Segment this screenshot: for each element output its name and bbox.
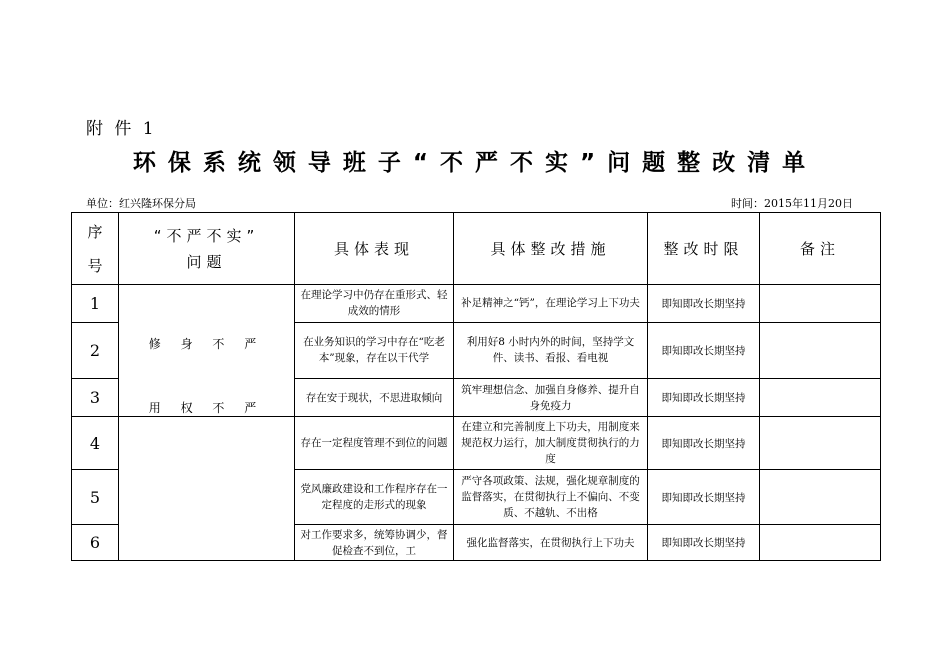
row-number: 4	[72, 417, 119, 470]
date-label: 时间：2015年11月20日	[731, 197, 853, 210]
deadline-cell: 即知即改长期坚持	[648, 379, 760, 417]
header-seq-line2: 号	[87, 256, 103, 275]
header-seq-line1: 序	[87, 222, 103, 241]
table-header-row	[72, 213, 881, 285]
header-measures: 具体整改措施	[454, 213, 648, 285]
header-manifestation: 具体表现	[295, 213, 454, 285]
manifestation-cell: 党风廉政建设和工作程序存在一定程度的走形式的现象	[295, 470, 454, 525]
remarks-cell	[760, 285, 881, 323]
attachment-label: 附 件 1	[86, 119, 157, 139]
measures-cell: 强化监督落实，在贯彻执行上下功夫	[454, 525, 648, 561]
row-number: 1	[72, 285, 119, 323]
manifestation-cell: 在理论学习中仍存在重形式、轻成效的情形	[295, 285, 454, 323]
deadline-cell: 即知即改长期坚持	[648, 525, 760, 561]
table-row	[72, 285, 881, 323]
remarks-cell	[760, 379, 881, 417]
deadline-cell: 即知即改长期坚持	[648, 470, 760, 525]
deadline-cell: 即知即改长期坚持	[648, 322, 760, 379]
row-number: 5	[72, 470, 119, 525]
rectification-table	[71, 212, 881, 561]
header-seq	[72, 213, 119, 285]
header-problem-line1: “不严不实”	[153, 226, 260, 245]
remarks-cell	[760, 470, 881, 525]
header-deadline: 整改时限	[648, 213, 760, 285]
measures-cell: 在建立和完善制度上下功夫，用制度来规范权力运行，加大制度贯彻执行的力度	[454, 417, 648, 470]
category-label: 用 权 不 严	[148, 401, 265, 415]
table-row	[72, 417, 881, 470]
row-number: 3	[72, 379, 119, 417]
manifestation-cell: 存在一定程度管理不到位的问题	[295, 417, 454, 470]
remarks-cell	[760, 417, 881, 470]
measures-cell: 补足精神之“钙”，在理论学习上下功夫	[454, 285, 648, 323]
header-problem-line2: 问题	[186, 252, 227, 271]
document-title: 环保系统领导班子“不严不实”问题整改清单	[132, 150, 818, 176]
manifestation-cell: 在业务知识的学习中存在“吃老本”现象，存在以干代学	[295, 322, 454, 379]
remarks-cell	[760, 322, 881, 379]
measures-cell: 严守各项政策、法规，强化规章制度的监督落实，在贯彻执行上不偏向、不变质、不越轨、不出格	[454, 470, 648, 525]
category-cell	[119, 285, 295, 417]
row-number: 6	[72, 525, 119, 561]
deadline-cell: 即知即改长期坚持	[648, 285, 760, 323]
category-cell-continued	[119, 417, 295, 561]
header-problem	[119, 213, 295, 285]
measures-cell: 利用好8 小时内外的时间，坚持学文件、读书、看报、看电视	[454, 322, 648, 379]
manifestation-cell: 对工作要求多，统筹协调少，督促检查不到位，工	[295, 525, 454, 561]
row-number: 2	[72, 322, 119, 379]
manifestation-cell: 存在安于现状，不思进取倾向	[295, 379, 454, 417]
unit-label: 单位：红兴隆环保分局	[86, 197, 196, 210]
header-remarks: 备注	[760, 213, 881, 285]
remarks-cell	[760, 525, 881, 561]
measures-cell: 筑牢理想信念、加强自身修养、提升自身免疫力	[454, 379, 648, 417]
category-label: 修 身 不 严	[148, 337, 265, 351]
deadline-cell: 即知即改长期坚持	[648, 417, 760, 470]
